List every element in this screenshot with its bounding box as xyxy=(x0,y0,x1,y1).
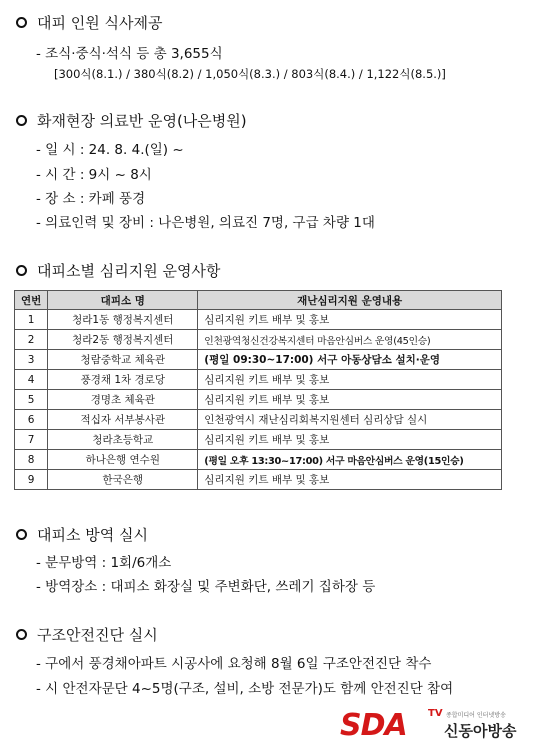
row-content: 인천광역청신건강복지센터 마음안심버스 운영(45인승) xyxy=(198,330,502,350)
row-shelter: 풍경채 1차 경로당 xyxy=(48,370,198,390)
table-row xyxy=(15,430,502,450)
table-row xyxy=(15,330,502,350)
shelter-support-table xyxy=(14,290,502,490)
row-content: 인천광역시 재난심리회복지원센터 심리상담 실시 xyxy=(198,410,502,430)
row-content: 심리지원 키트 배부 및 홍보 xyxy=(198,310,502,330)
row-content: 심리지원 키트 배부 및 홍보 xyxy=(198,470,502,490)
hollow-circle-icon xyxy=(16,265,27,276)
row-shelter: 청라1동 행정복지센터 xyxy=(48,310,198,330)
logo-subtitle: 종합미디어 인터넷방송 xyxy=(446,712,506,719)
medical-date-line: - 일 시 : 24. 8. 4.(일) ~ xyxy=(36,142,184,158)
disinfection-place-line: - 방역장소 : 대피소 화장실 및 주변화단, 쓰레기 집하장 등 xyxy=(36,579,376,595)
section-title: 대피소 방역 실시 xyxy=(37,526,148,544)
row-no: 5 xyxy=(15,390,48,410)
medical-staff-line: - 의료인력 및 장비 : 나은병원, 의료진 7명, 구급 차량 1대 xyxy=(36,215,375,231)
row-content: 심리지원 키트 배부 및 홍보 xyxy=(198,430,502,450)
section-heading-meal xyxy=(16,12,162,33)
row-content: (평일 오후 13:30~17:00) 서구 마음안심버스 운영(15인승) xyxy=(198,450,502,470)
row-no: 1 xyxy=(15,310,48,330)
logo-mark: SDA xyxy=(340,708,407,743)
hollow-circle-icon xyxy=(16,629,27,640)
row-shelter: 청라초등학교 xyxy=(48,430,198,450)
row-no: 9 xyxy=(15,470,48,490)
section-title: 구조안전진단 실시 xyxy=(37,626,158,644)
table-row xyxy=(15,350,502,370)
structural-advisory-line: - 시 안전자문단 4~5명(구조, 설비, 소방 전문가)도 함께 안전진단 참여 xyxy=(36,681,454,697)
header-content: 재난심리지원 운영내용 xyxy=(198,291,502,310)
table-row xyxy=(15,410,502,430)
row-content: (평일 09:30~17:00) 서구 아동상담소 설치·운영 xyxy=(198,350,502,370)
table-row xyxy=(15,450,502,470)
table-row xyxy=(15,390,502,410)
row-no: 2 xyxy=(15,330,48,350)
meal-breakdown-line: [300식(8.1.) / 380식(8.2) / 1,050식(8.3.) / 803식(8.4.) / 1,122식(8.5.)] xyxy=(54,67,446,81)
row-no: 8 xyxy=(15,450,48,470)
row-shelter: 한국은행 xyxy=(48,470,198,490)
broadcaster-logo xyxy=(340,708,536,742)
row-no: 7 xyxy=(15,430,48,450)
meal-total-line: - 조식·중식·석식 등 총 3,655식 xyxy=(36,46,223,62)
header-no: 연번 xyxy=(15,291,48,310)
medical-place-line: - 장 소 : 카페 풍경 xyxy=(36,191,146,207)
structural-request-line: - 구에서 풍경채아파트 시공사에 요청해 8월 6일 구조안전진단 착수 xyxy=(36,656,432,672)
medical-time-line: - 시 간 : 9시 ~ 8시 xyxy=(36,167,152,183)
table-row xyxy=(15,470,502,490)
row-content: 심리지원 키트 배부 및 홍보 xyxy=(198,370,502,390)
hollow-circle-icon xyxy=(16,529,27,540)
disinfection-spray-line: - 분무방역 : 1회/6개소 xyxy=(36,555,172,571)
header-shelter: 대피소 명 xyxy=(48,291,198,310)
logo-tv: TV xyxy=(428,708,443,719)
section-heading-structural-check xyxy=(16,624,158,645)
section-heading-psych-support xyxy=(16,260,220,281)
row-shelter: 청라2동 행정복지센터 xyxy=(48,330,198,350)
hollow-circle-icon xyxy=(16,17,27,28)
row-shelter: 청람중학교 체육관 xyxy=(48,350,198,370)
section-heading-medical xyxy=(16,110,247,131)
row-no: 6 xyxy=(15,410,48,430)
logo-name: 신동아방송 xyxy=(444,722,517,740)
hollow-circle-icon xyxy=(16,115,27,126)
table-row xyxy=(15,370,502,390)
section-title: 대피 인원 식사제공 xyxy=(37,14,163,32)
section-title: 대피소별 심리지원 운영사항 xyxy=(37,262,221,280)
row-shelter: 적십자 서부봉사관 xyxy=(48,410,198,430)
row-content: 심리지원 키트 배부 및 홍보 xyxy=(198,390,502,410)
section-heading-disinfection xyxy=(16,524,148,545)
row-shelter: 경명초 체육관 xyxy=(48,390,198,410)
row-no: 4 xyxy=(15,370,48,390)
row-shelter: 하나은행 연수원 xyxy=(48,450,198,470)
table-header-row xyxy=(15,291,502,310)
table-row xyxy=(15,310,502,330)
section-title: 화재현장 의료반 운영(나은병원) xyxy=(37,112,247,130)
row-no: 3 xyxy=(15,350,48,370)
